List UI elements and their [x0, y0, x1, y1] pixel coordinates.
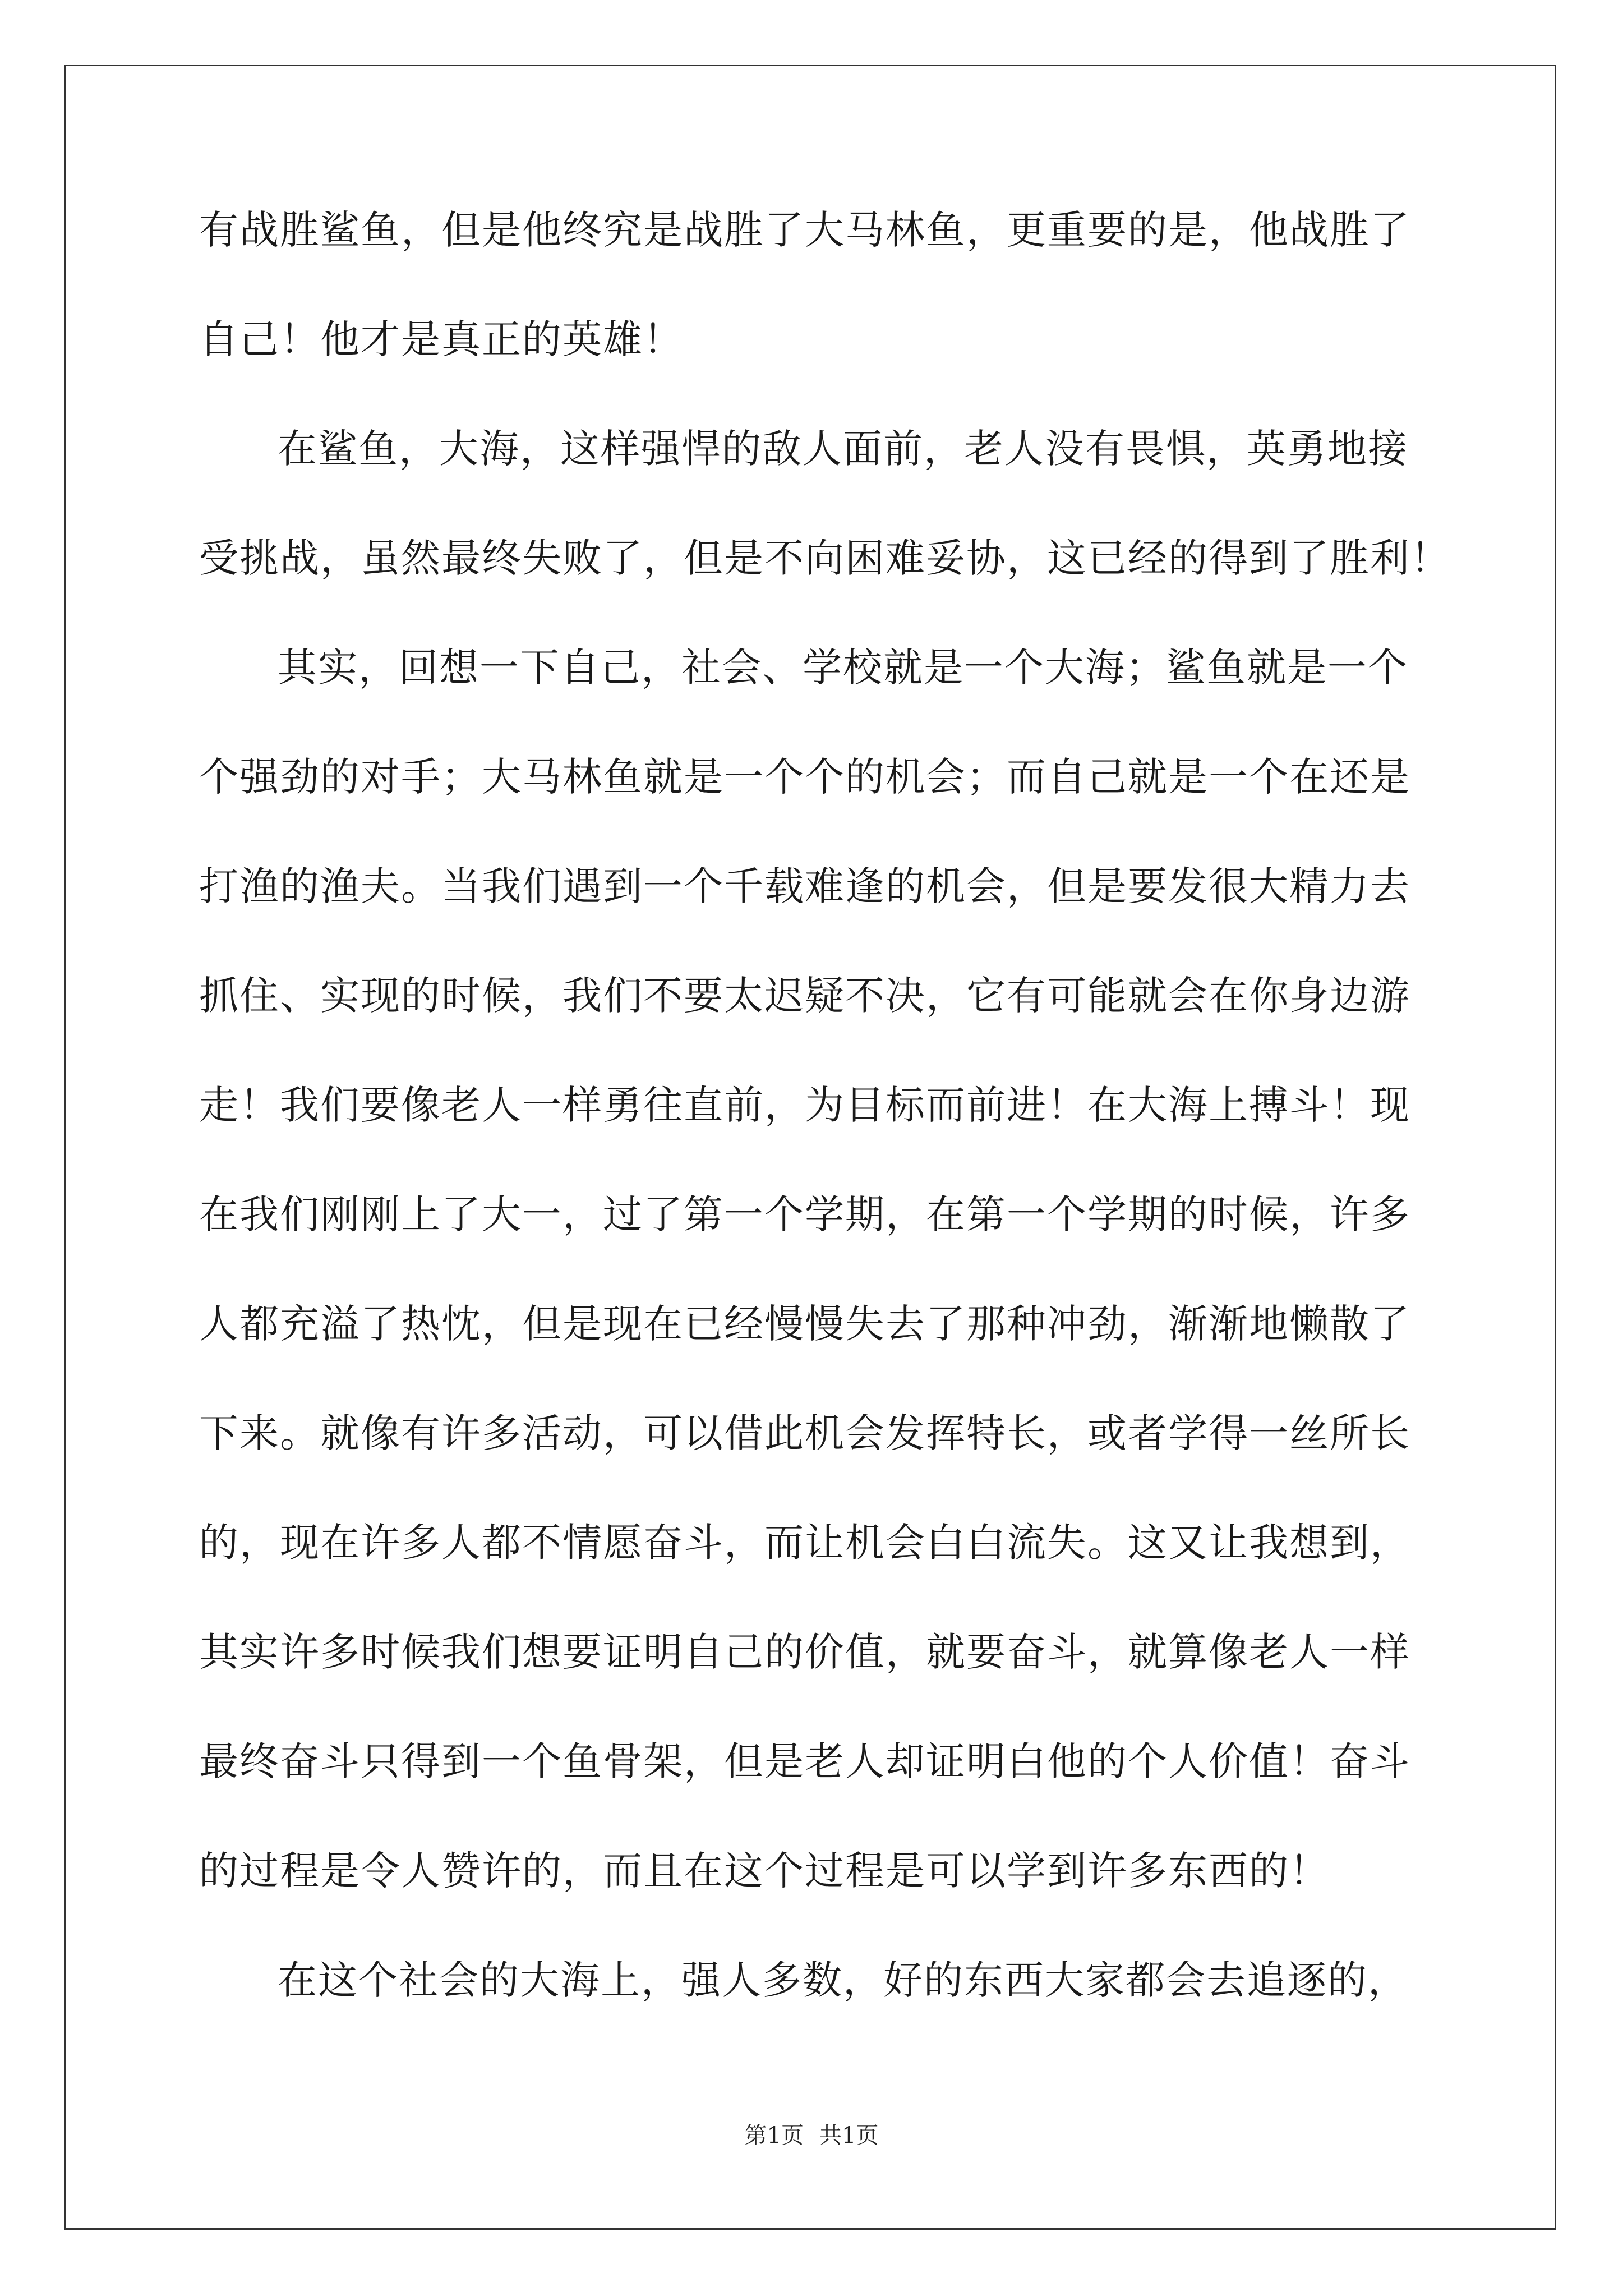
text-line: 自己！他才是真正的英雄！: [199, 316, 684, 362]
paragraph-start-line: 在这个社会的大海上，强人多数，好的东西大家都会去追逐的，: [278, 1957, 1408, 2003]
text-line: 下来。就像有许多活动，可以借此机会发挥特长，或者学得一丝所长: [199, 1410, 1410, 1456]
paragraph-start-line: 其实，回想一下自己，社会、学校就是一个大海；鲨鱼就是一个: [278, 645, 1408, 691]
text-line: 的，现在许多人都不情愿奋斗，而让机会白白流失。这又让我想到，: [199, 1520, 1410, 1566]
page-footer: [0, 2118, 1623, 2150]
text-line: 个强劲的对手；大马林鱼就是一个个的机会；而自己就是一个在还是: [199, 754, 1410, 800]
text-line: 人都充溢了热忱，但是现在已经慢慢失去了那种冲劲，渐渐地懒散了: [199, 1301, 1410, 1347]
text-line: 最终奋斗只得到一个鱼骨架，但是老人却证明白他的个人价值！奋斗: [199, 1738, 1410, 1784]
text-line: 的过程是令人赞许的，而且在这个过程是可以学到许多东西的！: [199, 1848, 1330, 1894]
text-line: 有战胜鲨鱼，但是他终究是战胜了大马林鱼，更重要的是，他战胜了: [199, 207, 1410, 253]
text-line: 受挑战，虽然最终失败了，但是不向困难妥协，这已经的得到了胜利！: [199, 535, 1451, 581]
text-line: 走！我们要像老人一样勇往直前，为目标而前进！在大海上搏斗！现: [199, 1082, 1410, 1128]
page-border: [64, 65, 1556, 2230]
text-line: 抓住、实现的时候，我们不要太迟疑不决，它有可能就会在你身边游: [199, 973, 1410, 1019]
total-pages: 共1页: [819, 2123, 879, 2148]
page-number: 第1页: [744, 2123, 804, 2148]
text-line: 打渔的渔夫。当我们遇到一个千载难逢的机会，但是要发很大精力去: [199, 863, 1410, 909]
text-line: 其实许多时候我们想要证明自己的价值，就要奋斗，就算像老人一样: [199, 1629, 1410, 1675]
text-line: 在我们刚刚上了大一，过了第一个学期，在第一个学期的时候，许多: [199, 1191, 1410, 1237]
paragraph-start-line: 在鲨鱼，大海，这样强悍的敌人面前，老人没有畏惧，英勇地接: [278, 426, 1408, 472]
